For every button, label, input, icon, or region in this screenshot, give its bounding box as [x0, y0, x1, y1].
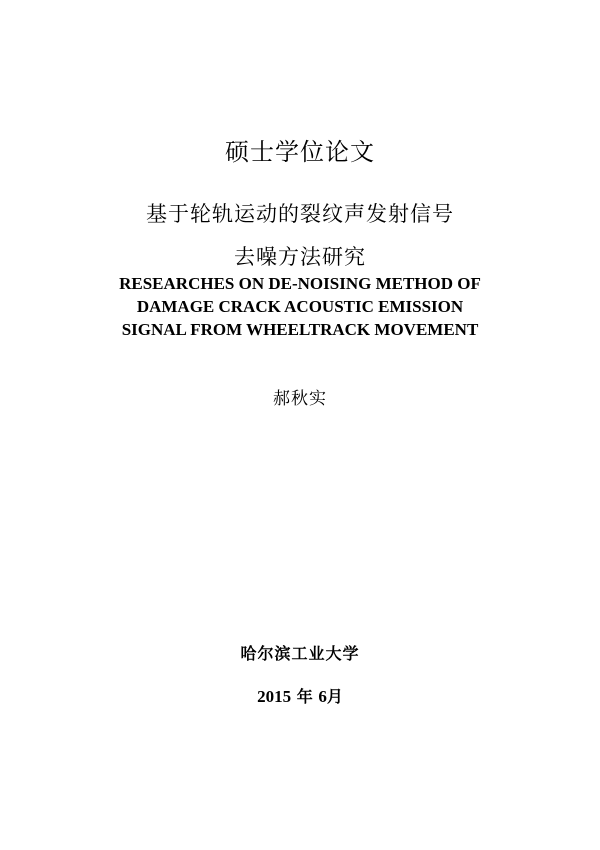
chinese-title-line-1: 基于轮轨运动的裂纹声发射信号 — [146, 202, 454, 226]
date-year-unit: 年 — [296, 687, 313, 706]
university-name: 哈尔滨工业大学 — [240, 644, 360, 663]
degree-type-heading: 硕士学位论文 — [225, 138, 375, 166]
date-month: 6 — [318, 687, 327, 706]
submission-date — [0, 684, 600, 707]
english-title-line-3: SIGNAL FROM WHEELTRACK MOVEMENT — [121, 320, 479, 339]
english-title-line-1: RESEARCHES ON DE-NOISING METHOD OF — [119, 274, 481, 293]
chinese-title-line-2: 去噪方法研究 — [234, 245, 366, 269]
author-name: 郝秋实 — [273, 389, 327, 409]
date-month-unit: 月 — [326, 687, 343, 706]
date-year: 2015 — [257, 687, 292, 706]
english-title-line-2: DAMAGE CRACK ACOUSTIC EMISSION — [136, 297, 464, 316]
